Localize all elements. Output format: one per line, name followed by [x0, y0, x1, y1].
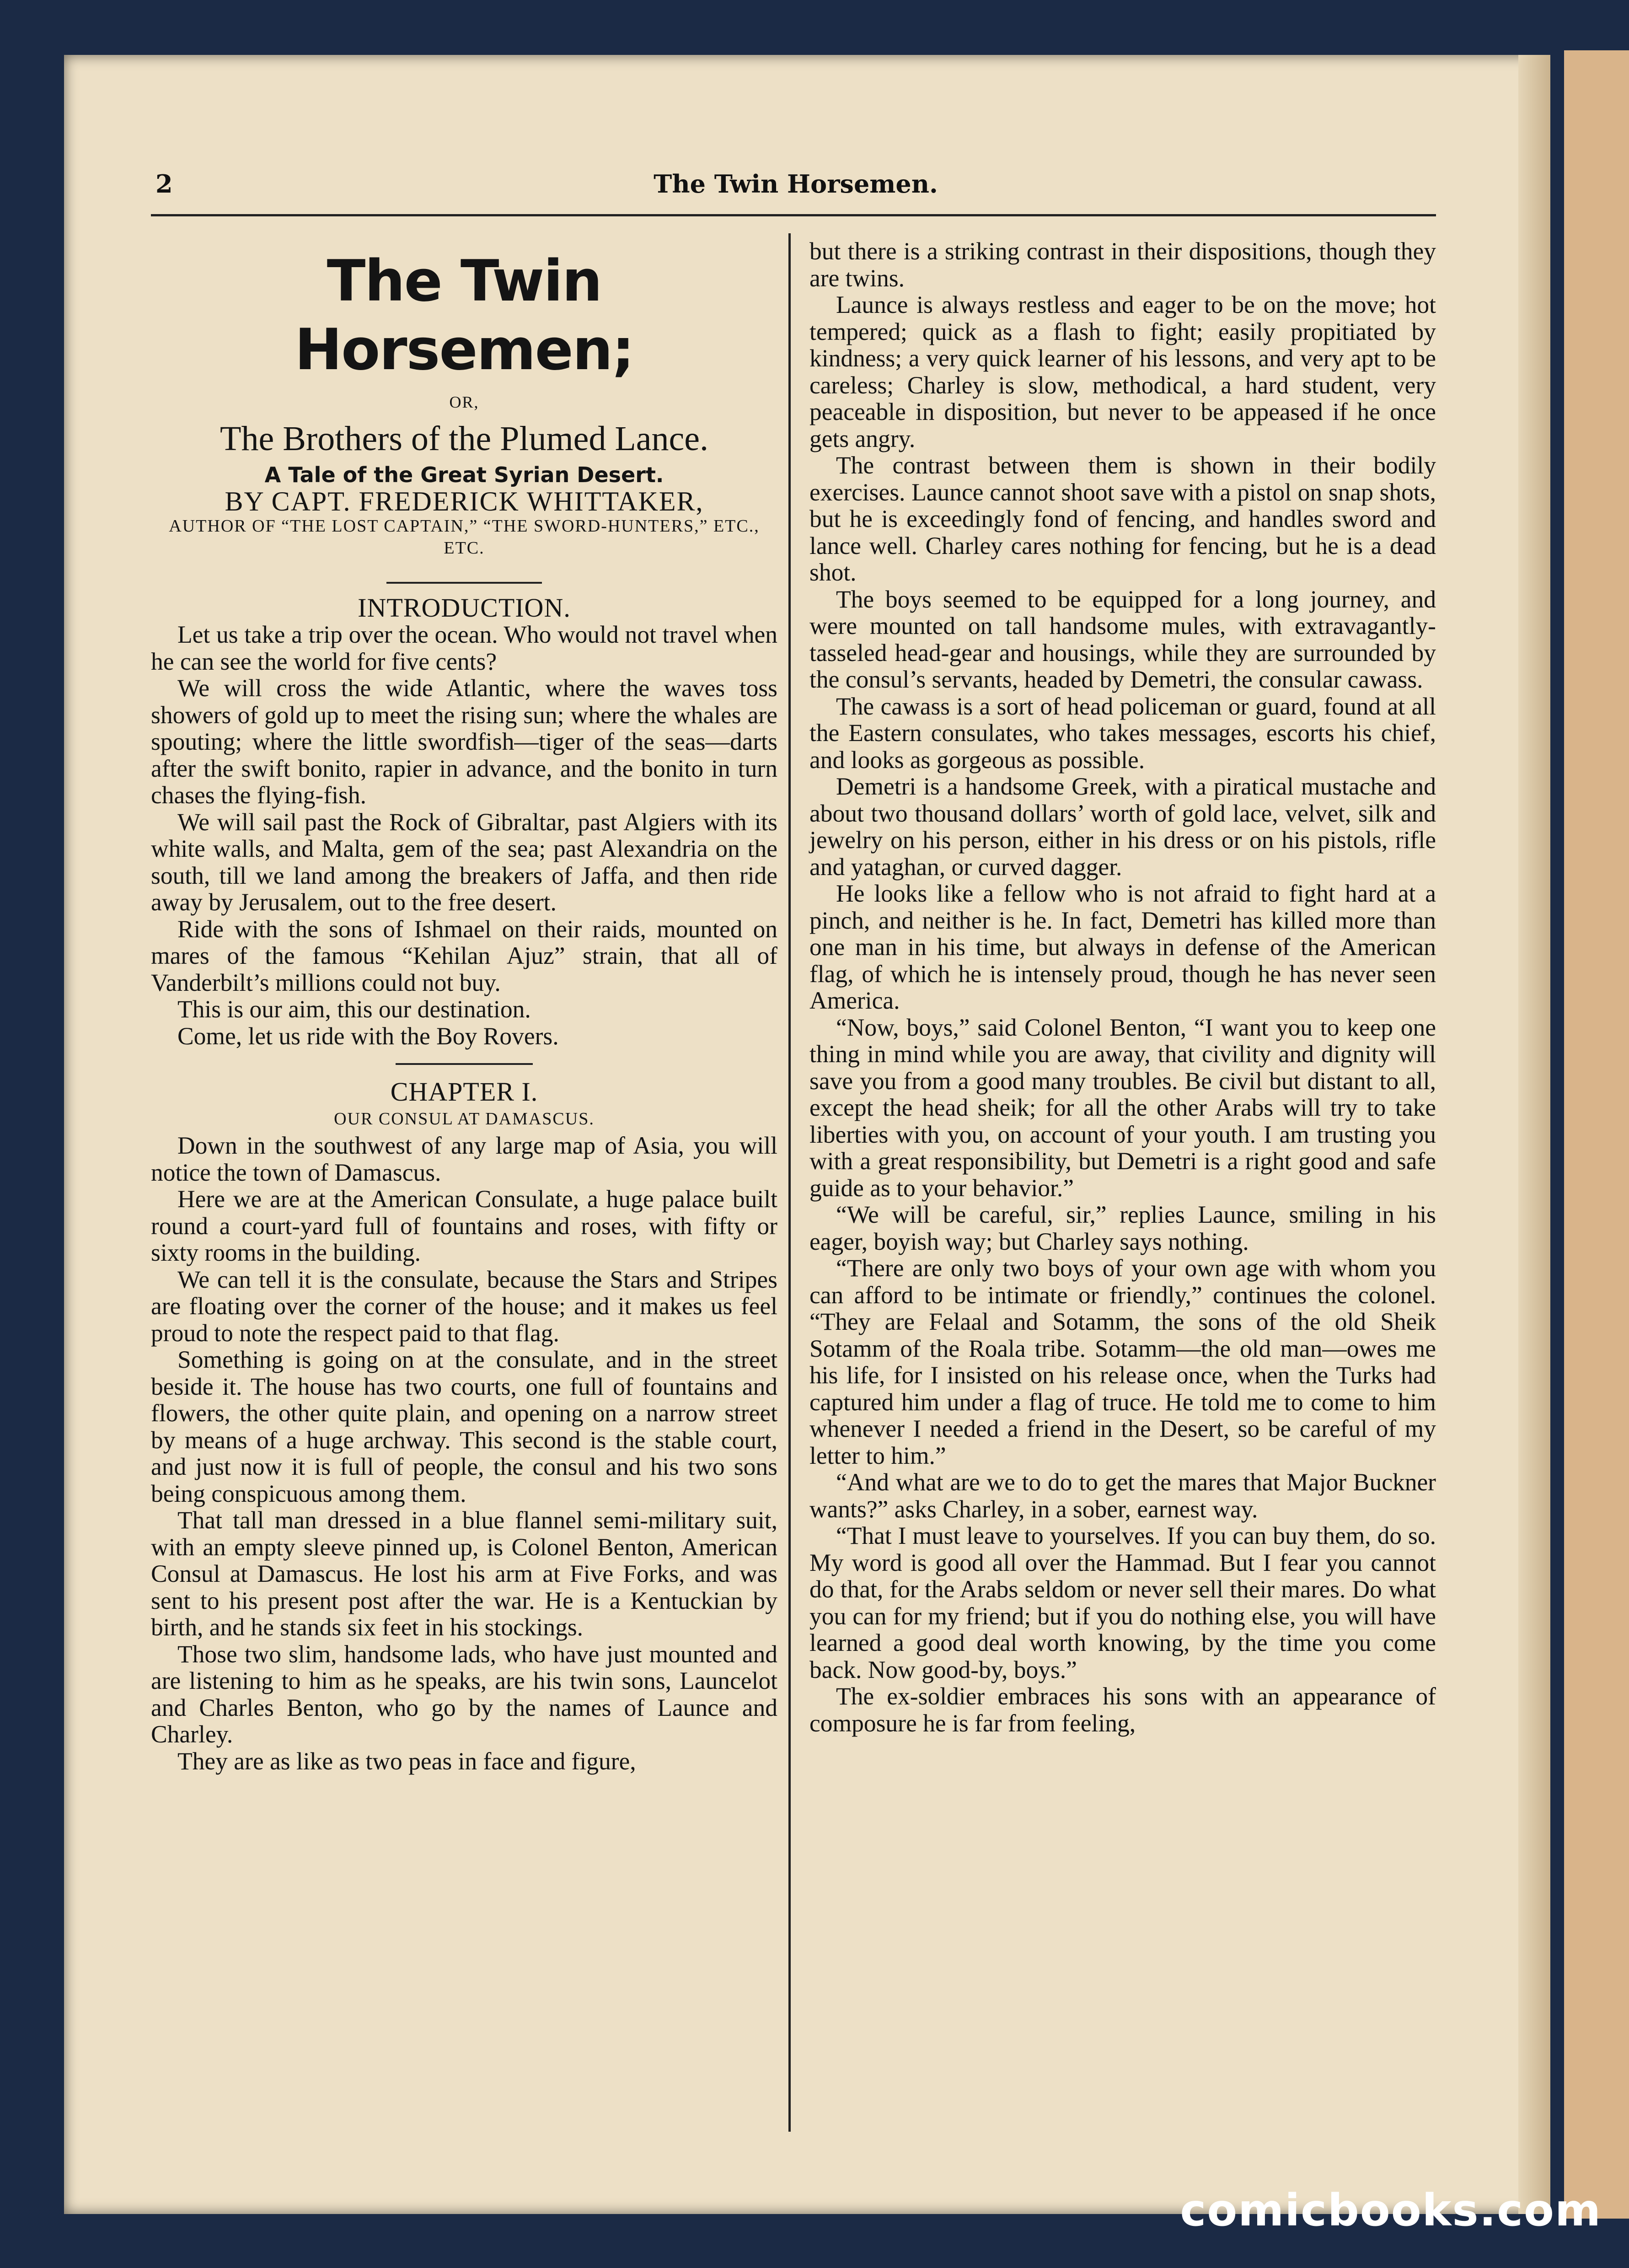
site-watermark: comicbooks.com: [1180, 2185, 1602, 2236]
story-title: The Twin Horsemen;: [295, 248, 634, 383]
story-tagline: A Tale of the Great Syrian Desert.: [264, 462, 664, 487]
paragraph: The ex-soldier embraces his sons with an appearance of composure he is far from feeling,: [809, 1682, 1436, 1737]
paragraph: We will cross the wide Atlantic, where the waves toss showers of gold up to meet the rising sun; where the whales are spouting; where the little swordfish—tiger of the seas—darts after the swift bonito, rapier in advance, and the bonito in turn chases the flying-fish.: [151, 674, 777, 809]
paragraph: The boys seemed to be equipped for a long journey, and were mounted on tall handsome mules, with extravagantly-tasseled head-gear and housings, while they are surrounded by the consul’s servants, headed by Demetri, the consular cawass.: [809, 585, 1436, 693]
chapter-subheading: OUR CONSUL AT DAMASCUS.: [334, 1109, 595, 1129]
paragraph: The cawass is a sort of head policeman or guard, found at all the Eastern consulates, who takes messages, escorts his chief, and looks as gorgeous as possible.: [809, 692, 1436, 774]
paragraph: “Now, boys,” said Colonel Benton, “I want you to keep one thing in mind while you are away, that civility and dignity will save you from a good many troubles. Be civil but distant to all, except the head sheik; for all the other Arabs will try to take liberties with you, on account of your youth. I am trusting you with a great responsibility, but Demetri is a right good and safe guide as to your behavior.”: [809, 1013, 1436, 1202]
left-column: [151, 238, 777, 1774]
paragraph: “We will be careful, sir,” replies Launce, smiling in his eager, boyish way; but Charley says nothing.: [809, 1201, 1436, 1255]
paragraph: He looks like a fellow who is not afraid to fight hard at a pinch, and neither is he. In fact, Demetri has killed more than one man in his time, but always in defense of the American flag, of which he is intensely proud, though he has never seen America.: [809, 880, 1436, 1014]
paragraph: This is our aim, this our destination.: [177, 995, 531, 1023]
paragraph: Ride with the sons of Ishmael on their raids, mounted on mares of the famous “Kehilan Ajuz” strain, that all of Vanderbilt’s millions could not buy.: [151, 915, 777, 996]
paragraph: Here we are at the American Consulate, a huge palace built round a court-yard full of fountains and roses, with fifty or sixty rooms in the building.: [151, 1185, 777, 1266]
paragraph: We will sail past the Rock of Gibraltar, past Algiers with its white walls, and Malta, gem of the sea; past Alexandria on the south, till we land among the breakers of Jaffa, and then ride away by Jerusalem, out to the free desert.: [151, 808, 777, 916]
short-rule: [386, 582, 542, 584]
running-header: [155, 169, 1436, 201]
paragraph: They are as like as two peas in face and figure,: [177, 1747, 636, 1775]
story-subtitle: The Brothers of the Plumed Lance.: [220, 419, 708, 458]
byline: BY CAPT. FREDERICK WHITTAKER,: [225, 486, 704, 516]
header-rule: [151, 214, 1436, 216]
introduction-heading: INTRODUCTION.: [358, 592, 571, 623]
page-number: 2: [155, 169, 173, 199]
paragraph: Demetri is a handsome Greek, with a piratical mustache and about two thousand dollars’ worth of gold lace, velvet, silk and jewelry on his person, either in his dress or on his pistols, rifle and yataghan, or curved dagger.: [809, 773, 1436, 881]
chapter-heading: CHAPTER I.: [390, 1077, 538, 1107]
paragraph: Let us take a trip over the ocean. Who would not travel when he can see the world for five cents?: [151, 621, 777, 675]
paragraph: Down in the southwest of any large map of Asia, you will notice the town of Damascus.: [151, 1132, 777, 1186]
running-title: The Twin Horsemen.: [654, 169, 938, 199]
paragraph: “And what are we to do to get the mares that Major Buckner wants?” asks Charley, in a sober, earnest way.: [809, 1468, 1436, 1523]
paragraph: That tall man dressed in a blue flannel semi-military suit, with an empty sleeve pinned up, is Colonel Benton, American Consul at Damascus. He lost his arm at Five Forks, and was sent to his present post after the war. He is a Kentuckian by birth, and he stands six feet in his stockings.: [151, 1506, 777, 1641]
introduction-body: [151, 621, 777, 1049]
paragraph: “There are only two boys of your own age with whom you can afford to be intimate or friendly,” continues the colonel. “They are Felaal and Sotamm, the sons of the old Sheik Sotamm of the Roala tribe. Sotamm—the old man—owes me his life, for I insisted on his release once, when the Turks had captured him under a flag of truce. He told me to come to him whenever I needed a friend in the Desert, so be careful of my letter to him.”: [809, 1254, 1436, 1469]
paragraph: We can tell it is the consulate, because the Stars and Stripes are floating over the corner of the house; and it makes us feel proud to note the respect paid to that flag.: [151, 1265, 777, 1347]
paragraph: “That I must leave to yourselves. If you can buy them, do so. My word is good all over the Hammad. But I fear you cannot do that, for the Arabs seldom or never sell their mares. Do what you can for my friend; but if you do nothing else, you will have learned a good deal worth knowing, by the time you come back. Now good-by, boys.”: [809, 1522, 1436, 1683]
right-column: [809, 238, 1436, 1736]
author-note: AUTHOR OF “THE LOST CAPTAIN,” “THE SWORD-HUNTERS,” ETC., ETC.: [169, 516, 760, 558]
adjacent-page-edge: [1564, 50, 1629, 2219]
page-spine: [1518, 55, 1550, 2214]
paragraph: Something is going on at the consulate, and in the street beside it. The house has two courts, one full of fountains and flowers, the other quite plain, and opening on a narrow street by means of a huge archway. This second is the stable court, and just now it is full of people, the consul and his two sons being conspicuous among them.: [151, 1346, 777, 1507]
paragraph: Come, let us ride with the Boy Rovers.: [177, 1022, 559, 1050]
short-rule: [396, 1063, 533, 1065]
paragraph: Launce is always restless and eager to be on the move; hot tempered; quick as a flash to fight; easily propitiated by kindness; a very quick learner of his lessons, and very apt to be careless; Charley is slow, methodical, a hard student, very peaceable in disposition, but never to be appeased if he once gets angry.: [809, 291, 1436, 452]
column-divider: [788, 233, 791, 2132]
paragraph: Those two slim, handsome lads, who have just mounted and are listening to him as he speaks, are his twin sons, Launcelot and Charles Benton, who go by the names of Launce and Charley.: [151, 1640, 777, 1748]
paragraph: The contrast between them is shown in their bodily exercises. Launce cannot shoot save with a pistol on snap shots, but he is exceedingly fond of fencing, and handles sword and lance well. Charley cares nothing for fencing, but he is a dead shot.: [809, 451, 1436, 586]
title-or: OR,: [449, 393, 479, 411]
paragraph: but there is a striking contrast in their dispositions, though they are twins.: [809, 237, 1436, 292]
chapter-body-right: [809, 238, 1436, 1736]
chapter-body-left: [151, 1132, 777, 1774]
